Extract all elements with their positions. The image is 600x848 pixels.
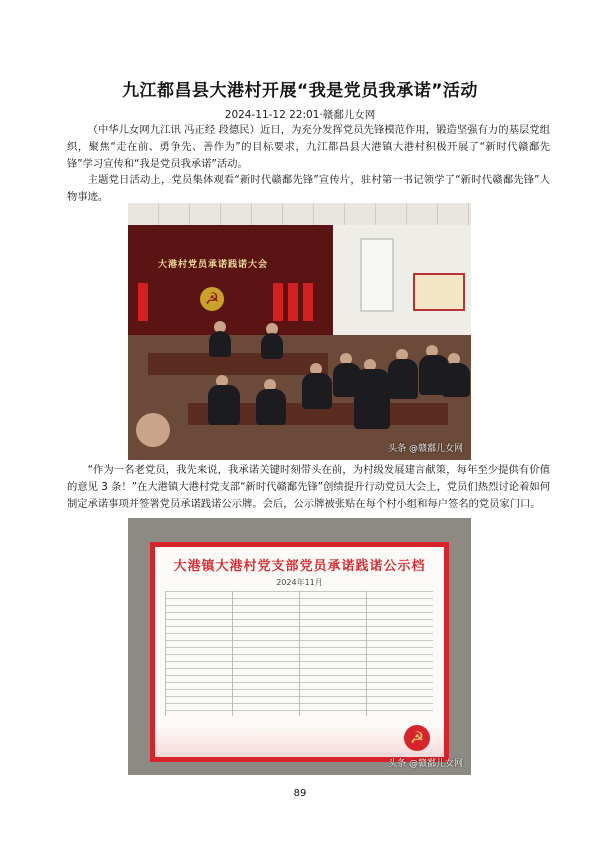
flag-icon: [273, 283, 283, 321]
meeting-banner: 大港村党员承诺践诺大会: [158, 260, 269, 270]
board-table-columns: [165, 591, 433, 716]
wall-poster: [413, 273, 465, 311]
board-title: 大港镇大港村党支部党员承诺践诺公示档: [173, 559, 426, 574]
person: [388, 359, 418, 399]
party-emblem-icon: ☭: [200, 287, 224, 311]
photo-watermark: 头条 @赣鄱儿女网: [388, 444, 463, 454]
page-number: 89: [293, 788, 307, 799]
meeting-photo: [128, 203, 471, 460]
article-title: 九江都昌县大港村开展“我是党员我承诺”活动: [122, 81, 478, 101]
person: [209, 331, 231, 357]
board-date: 2024年11月: [276, 578, 323, 587]
person: [354, 369, 390, 429]
paragraph-3: “作为一名老党员，我先来说，我承诺关键时刻带头在前，为村级发展建言献策，每年至少提供有价值的意见 3 条！”在大港镇大港村党支部“新时代赣鄱先锋”创绩提升行动党员大会上，党员们热烈讨论着如何制定承诺事项并签署党员承诺践诺公示牌。会后，公示牌被张贴在每个村小组和每户签名的党员家门口。: [67, 464, 550, 510]
flag-icon: [138, 283, 148, 321]
window: [360, 238, 394, 312]
flag-icon: [288, 283, 298, 321]
person: [261, 333, 283, 359]
party-emblem-icon: ☭: [404, 725, 430, 751]
person: [442, 363, 470, 397]
photo-watermark: 头条 @赣鄱儿女网: [388, 759, 463, 769]
paragraph-1: （中华儿女网九江讯 冯正经 段德民）近日，为充分发挥党员先锋模范作用，锻造坚强有力的基层党组织，聚焦“走在前、勇争先、善作为”的目标要求，九江都昌县大港镇大港村积极开展了“新时代赣鄱先锋”学习宣传和“我是党员我承诺”活动。: [67, 124, 550, 170]
person: [256, 389, 286, 425]
person: [302, 373, 332, 409]
meeting-table: [148, 353, 328, 375]
person: [208, 385, 240, 425]
notice-board-photo: [128, 518, 471, 775]
notice-board: [150, 542, 449, 762]
flag-icon: [303, 283, 313, 321]
board-footer-decoration: [155, 727, 444, 757]
paragraph-2: 主题党日活动上，党员集体观看“新时代赣鄱先锋”宣传片，驻村第一书记领学了“新时代赣鄱先锋”人物事迹。: [67, 174, 550, 203]
article-meta: 2024-11-12 22:01·赣鄱儿女网: [224, 109, 376, 121]
person-head: [136, 413, 170, 447]
